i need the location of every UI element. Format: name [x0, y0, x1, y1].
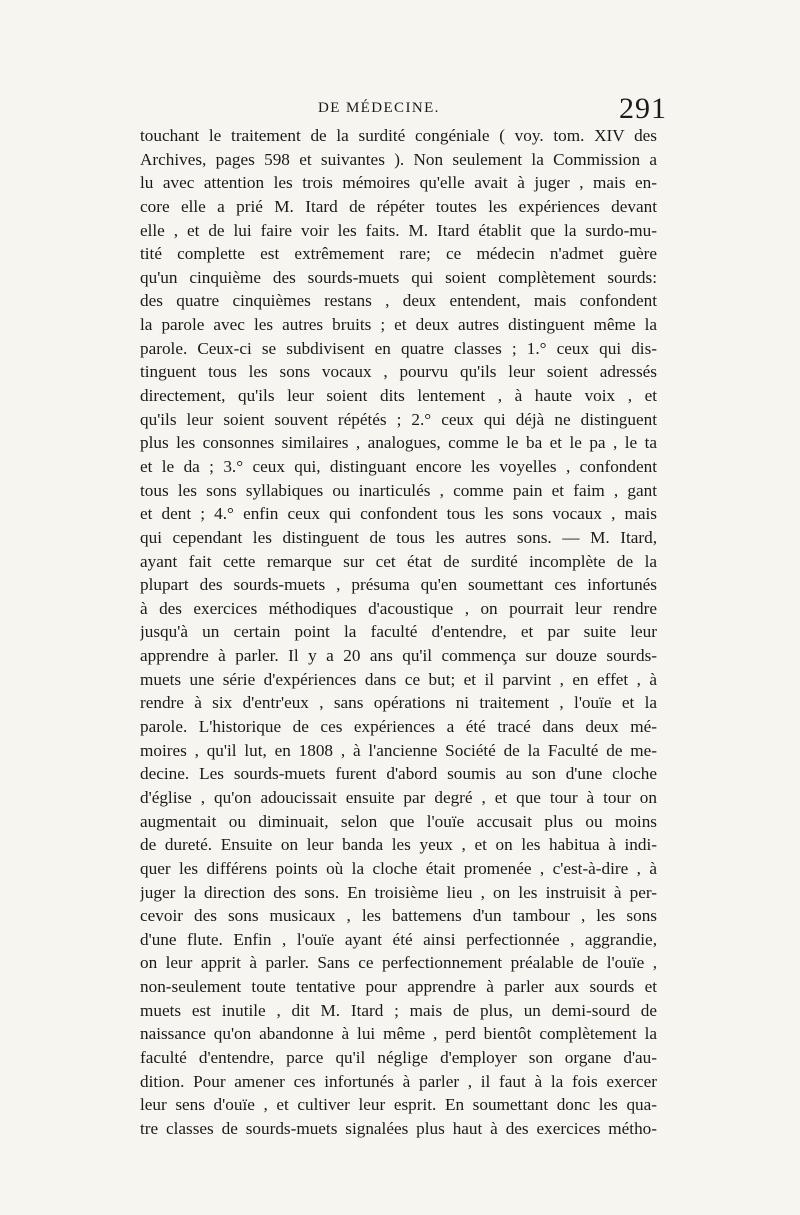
- text-line: Archives, pages 598 et suivantes ). Non seulement la Commission a: [140, 149, 657, 169]
- text-line: ayant fait cette remarque sur cet état de surdité incomplète de la: [140, 551, 657, 571]
- text-line: non-seulement toute tentative pour apprendre à parler aux sourds et: [140, 977, 657, 997]
- text-line: quer les différens points où la cloche était promenée , c'est-à-dire , à: [140, 858, 657, 878]
- text-line: moires , qu'il lut, en 1808 , à l'ancienne Société de la Faculté de me-: [140, 740, 657, 760]
- text-line: leur sens d'ouïe , et cultiver leur esprit. En soumettant donc les qua-: [140, 1095, 657, 1115]
- page-number: 291: [619, 92, 667, 125]
- text-line: tous les sons syllabiques ou inarticulés , comme pain et faim , gant: [140, 480, 657, 500]
- text-line: augmentait ou diminuait, selon que l'ouïe accusait plus ou moins: [140, 811, 657, 831]
- text-line: cevoir des sons musicaux , les battemens d'un tambour , les sons: [140, 906, 657, 926]
- text-line: et dent ; 4.° enfin ceux qui confondent tous les sons vocaux , mais: [140, 504, 657, 524]
- text-line: rendre à six d'entr'eux , sans opérations ni traitement , l'ouïe et la: [140, 693, 657, 713]
- text-line: decine. Les sourds-muets furent d'abord soumis au son d'une cloche: [140, 764, 657, 784]
- text-line: parole. L'historique de ces expériences a été tracé dans deux mé-: [140, 717, 657, 737]
- body-text: [140, 124, 657, 1141]
- text-line: plupart des sourds-muets , présuma qu'en soumettant ces infortunés: [140, 575, 657, 595]
- text-line: naissance qu'on abandonne à lui même , perd bientôt complètement la: [140, 1024, 657, 1044]
- text-line: elle , et de lui faire voir les faits. M. Itard établit que la surdo-mu-: [140, 220, 657, 240]
- text-line: des quatre cinquièmes restans , deux entendent, mais confondent: [140, 291, 657, 311]
- text-line: à des exercices méthodiques d'acoustique , on pourrait leur rendre: [140, 598, 657, 618]
- text-line: tre classes de sourds-muets signalées plus haut à des exercices métho-: [140, 1118, 657, 1138]
- text-line: la parole avec les autres bruits ; et deux autres distinguent même la: [140, 315, 657, 335]
- text-line: core elle a prié M. Itard de répéter toutes les expériences devant: [140, 196, 657, 216]
- text-line: on leur apprit à parler. Sans ce perfectionnement préalable de l'ouïe ,: [140, 953, 657, 973]
- text-line: d'une flute. Enfin , l'ouïe ayant été ainsi perfectionnée , aggrandie,: [140, 929, 657, 949]
- text-line: dition. Pour amener ces infortunés à parler , il faut à la fois exercer: [140, 1071, 657, 1091]
- text-line: qu'ils leur soient souvent répétés ; 2.° ceux qui déjà ne distinguent: [140, 409, 657, 429]
- text-line: qu'un cinquième des sourds-muets qui soient complètement sourds:: [140, 267, 657, 287]
- text-line: faculté d'entendre, parce qu'il néglige d'employer son organe d'au-: [140, 1047, 657, 1067]
- text-line: et le da ; 3.° ceux qui, distinguant encore les voyelles , confondent: [140, 456, 657, 476]
- text-line: tité complette est extrêmement rare; ce médecin n'admet guère: [140, 244, 657, 264]
- text-line: jusqu'à un certain point la faculté d'entendre, et par suite leur: [140, 622, 657, 642]
- running-title: DE MÉDECINE.: [318, 100, 440, 116]
- text-line: de dureté. Ensuite on leur banda les yeux , et on les habitua à indi-: [140, 835, 657, 855]
- text-line: d'église , qu'on adoucissait ensuite par degré , et que tour à tour on: [140, 787, 657, 807]
- text-line: qui cependant les distinguent de tous les autres sons. — M. Itard,: [140, 527, 657, 547]
- text-line: lu avec attention les trois mémoires qu'elle avait à juger , mais en-: [140, 173, 657, 193]
- text-line: plus les consonnes similaires , analogues, comme le ba et le pa , le ta: [140, 433, 657, 453]
- text-line: parole. Ceux-ci se subdivisent en quatre classes ; 1.° ceux qui dis-: [140, 338, 657, 358]
- text-line: directement, qu'ils leur soient dits lentement , à haute voix , et: [140, 386, 657, 406]
- text-line: apprendre à parler. Il y a 20 ans qu'il commença sur douze sourds-: [140, 646, 657, 666]
- text-line: muets une série d'expériences dans ce but; et il parvint , en effet , à: [140, 669, 657, 689]
- text-line: tinguent tous les sons vocaux , pourvu qu'ils leur soient adressés: [140, 362, 657, 382]
- text-line: muets est inutile , dit M. Itard ; mais de plus, un demi-sourd de: [140, 1000, 657, 1020]
- text-line: touchant le traitement de la surdité congéniale ( voy. tom. XIV des: [140, 126, 657, 145]
- text-line: juger la direction des sons. En troisième lieu , on les instruisit à per-: [140, 882, 657, 902]
